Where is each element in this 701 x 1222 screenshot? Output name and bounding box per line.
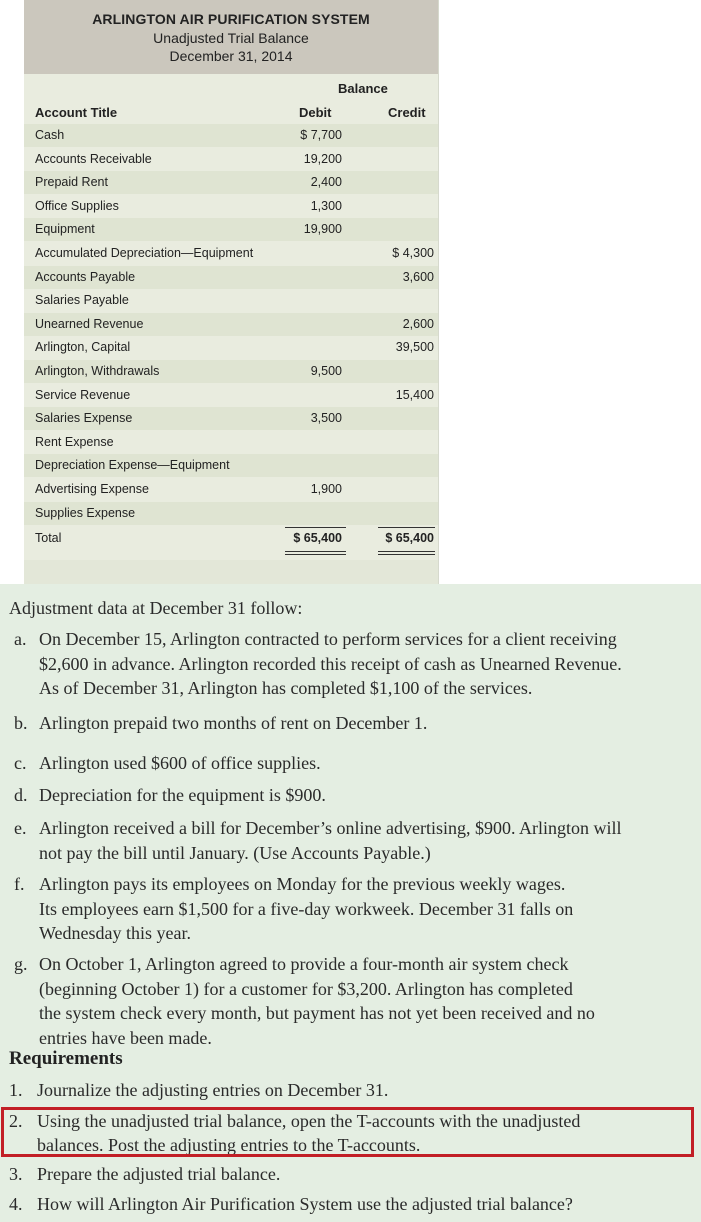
table-row: [24, 313, 438, 336]
adjustment-text-line: Wednesday this year.: [39, 923, 192, 943]
account-title-cell: Arlington, Withdrawals: [35, 364, 160, 378]
total-credit: $ 65,400: [385, 531, 434, 545]
table-row: [24, 124, 438, 147]
requirement-number: 1.: [9, 1080, 23, 1100]
adjustment-text-line: Arlington prepaid two months of rent on December 1.: [39, 713, 428, 733]
trial-balance-table: [24, 0, 439, 584]
table-row: [24, 218, 438, 241]
adjustment-text-line: Its employees earn $1,500 for a five-day workweek. December 31 falls on: [39, 898, 574, 919]
debit-cell: 2,400: [310, 175, 342, 190]
requirements-title: Requirements: [9, 1048, 123, 1069]
report-date: December 31, 2014: [169, 48, 293, 64]
total-label: Total: [35, 531, 62, 545]
account-title-cell: Equipment: [35, 222, 95, 237]
account-title-cell: Depreciation Expense—Equipment: [35, 458, 230, 473]
debit-cell: 1,900: [310, 482, 342, 496]
adjustment-letter: g.: [14, 954, 28, 974]
requirement-text-line: Journalize the adjusting entries on December 31.: [37, 1080, 389, 1100]
table-row: [24, 289, 438, 312]
table-row: [24, 195, 438, 218]
credit-cell: 39,500: [395, 340, 434, 355]
adjustments-intro: Adjustment data at December 31 follow:: [9, 598, 303, 618]
debit-cell: 19,900: [303, 222, 342, 237]
report-name: Unadjusted Trial Balance: [153, 30, 309, 46]
debit-total-rule: [285, 527, 346, 528]
account-title-cell: Unearned Revenue: [35, 316, 144, 331]
debit-column-header: Debit: [299, 105, 332, 120]
table-row: [24, 360, 438, 383]
adjustment-letter: b.: [14, 713, 28, 733]
total-debit: $ 65,400: [293, 531, 342, 545]
debit-cell: 19,200: [303, 151, 342, 166]
adjustment-text-line: not pay the bill until January. (Use Accounts Payable.): [39, 842, 431, 863]
table-row: [24, 407, 438, 430]
adjustment-text-line: As of December 31, Arlington has completed $1,100 of the services.: [39, 678, 533, 698]
debit-cell: 9,500: [310, 364, 342, 378]
account-title-cell: Accumulated Depreciation—Equipment: [35, 246, 254, 260]
adjustment-text-line: On October 1, Arlington agreed to provide a four-month air system check: [39, 954, 569, 974]
account-title-column-header: Account Title: [35, 105, 118, 120]
credit-double-rule-1: [378, 551, 435, 552]
account-title-cell: Prepaid Rent: [35, 175, 108, 190]
debit-double-rule-2: [285, 554, 346, 555]
adjustment-text-line: $2,600 in advance. Arlington recorded this receipt of cash as Unearned Revenue.: [39, 653, 622, 674]
table-row: [24, 502, 438, 525]
table-bottom-band: [24, 560, 438, 584]
adjustment-text-line: On December 15, Arlington contracted to perform services for a client receiving: [39, 629, 617, 649]
credit-cell: 15,400: [395, 387, 434, 402]
table-row: [24, 478, 438, 501]
table-row: [24, 266, 438, 289]
table-row: [24, 431, 438, 454]
adjustment-letter: f.: [14, 874, 25, 894]
credit-total-rule: [378, 527, 435, 528]
requirement-number: 3.: [9, 1164, 23, 1184]
trial-balance-header: [24, 0, 438, 74]
total-row: [24, 527, 438, 550]
credit-cell: $ 4,300: [392, 246, 434, 260]
requirement-number: 4.: [9, 1194, 23, 1214]
adjustment-text-line: Depreciation for the equipment is $900.: [39, 785, 326, 805]
account-title-cell: Salaries Expense: [35, 411, 133, 426]
requirement-2-highlight: [1, 1107, 694, 1157]
account-title-cell: Salaries Payable: [35, 293, 129, 308]
adjustment-text-line: (beginning October 1) for a customer for $3,200. Arlington has completed: [39, 978, 573, 999]
account-title-cell: Accounts Receivable: [35, 151, 152, 166]
table-row: [24, 336, 438, 359]
requirement-text-line: Prepare the adjusted trial balance.: [37, 1164, 281, 1184]
account-title-cell: Arlington, Capital: [35, 340, 131, 355]
account-title-cell: Supplies Expense: [35, 505, 136, 520]
adjustment-letter: e.: [14, 818, 27, 838]
table-row: [24, 242, 438, 265]
requirement-number: 2.: [9, 1111, 23, 1131]
problem-text-panel: [0, 584, 701, 1222]
debit-cell: 3,500: [310, 411, 342, 426]
table-row: [24, 384, 438, 407]
adjustment-text-line: entries have been made.: [39, 1027, 212, 1048]
account-title-cell: Office Supplies: [35, 198, 119, 213]
company-name: ARLINGTON AIR PURIFICATION SYSTEM: [92, 11, 370, 27]
adjustment-letter: d.: [14, 785, 28, 805]
table-row: [24, 148, 438, 171]
account-title-cell: Accounts Payable: [35, 269, 136, 284]
debit-double-rule-1: [285, 551, 346, 552]
adjustment-letter: c.: [14, 753, 27, 773]
account-title-cell: Rent Expense: [35, 434, 114, 449]
table-row: [24, 171, 438, 194]
adjustment-text-line: Arlington pays its employees on Monday for the previous weekly wages.: [39, 874, 566, 894]
adjustment-letter: a.: [14, 629, 27, 649]
requirement-text-line: How will Arlington Air Purification System use the adjusted trial balance?: [37, 1194, 573, 1214]
account-title-cell: Service Revenue: [35, 387, 131, 402]
credit-double-rule-2: [378, 554, 435, 555]
credit-column-header: Credit: [388, 105, 426, 120]
adjustment-text-line: Arlington received a bill for December’s online advertising, $900. Arlington will: [39, 818, 622, 838]
requirement-text-line: Using the unadjusted trial balance, open the T-accounts with the unadjusted: [37, 1111, 581, 1131]
table-row: [24, 454, 438, 477]
account-title-cell: Advertising Expense: [35, 482, 149, 496]
balance-column-group-header: Balance: [338, 81, 388, 96]
adjustment-text-line: Arlington used $600 of office supplies.: [39, 753, 321, 773]
credit-cell: 2,600: [402, 316, 434, 331]
account-title-cell: Cash: [35, 128, 65, 142]
debit-cell: 1,300: [310, 198, 342, 213]
requirement-text-line: balances. Post the adjusting entries to the T-accounts.: [37, 1135, 421, 1155]
credit-cell: 3,600: [402, 269, 434, 284]
adjustment-text-line: the system check every month, but payment has not yet been received and no: [39, 1003, 595, 1023]
debit-cell: $ 7,700: [300, 128, 342, 142]
